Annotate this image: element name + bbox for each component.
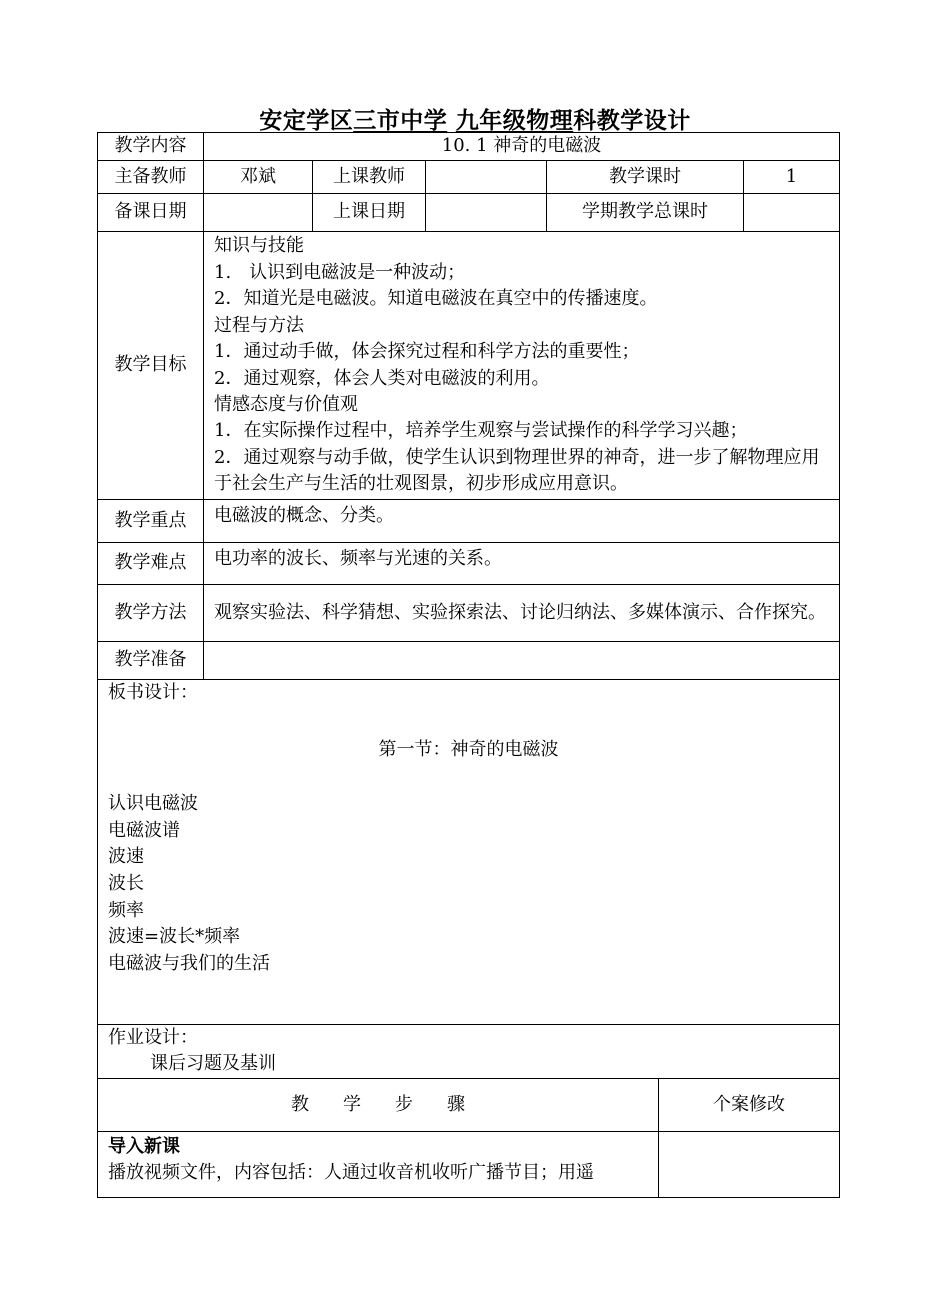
revision-cell [659, 1132, 840, 1198]
board-line: 认识电磁波 [108, 793, 198, 815]
board-line: 频率 [108, 899, 144, 921]
label-lead-teacher: 主备教师 [98, 161, 204, 194]
value-lead-teacher: 邓斌 [204, 161, 313, 194]
title-grade: 九年级物理 [455, 108, 574, 134]
value-periods: 1 [744, 161, 840, 194]
value-class-teacher [426, 161, 547, 194]
objectives-list [204, 232, 840, 500]
objective-line: 1．在实际操作过程中，培养学生观察与尝试操作的科学学习兴趣； [214, 420, 748, 442]
label-difficulties: 教学难点 [98, 543, 204, 585]
intro-cell [98, 1132, 659, 1198]
label-key-points: 教学重点 [98, 500, 204, 543]
value-methods: 观察实验法、科学猜想、实验探索法、讨论归纳法、多媒体演示、合作探究。 [204, 585, 840, 642]
title-space [447, 108, 456, 134]
value-class-date [426, 194, 547, 232]
title-suffix: 科教学设计 [573, 108, 691, 134]
board-line: 波长 [108, 872, 144, 894]
objective-line: 1. 认识到电磁波是一种波动； [214, 261, 466, 283]
objective-line: 1．通过动手做，体会探究过程和科学方法的重要性； [214, 341, 640, 363]
board-section-title: 第一节：神奇的电磁波 [378, 738, 559, 760]
value-key-points: 电磁波的概念、分类。 [204, 500, 840, 543]
objective-line: 2．知道光是电磁波。知道电磁波在真空中的传播速度。 [214, 288, 658, 310]
objective-line: 2．通过观察与动手做，使学生认识到物理世界的神奇，进一步了解物理应用于社会生产与生活的壮观图景，初步形成应用意识。 [214, 446, 820, 495]
board-line: 电磁波与我们的生活 [108, 952, 270, 974]
board-design-label: 板书设计： [108, 682, 198, 703]
label-class-date: 上课日期 [313, 194, 426, 232]
board-line: 波速 [108, 846, 144, 868]
label-preparation: 教学准备 [98, 642, 204, 680]
homework-text: 课后习题及基训 [150, 1053, 276, 1074]
label-prep-date: 备课日期 [98, 194, 204, 232]
label-class-teacher: 上课教师 [313, 161, 426, 194]
objective-line: 知识与技能 [214, 235, 304, 257]
value-difficulties: 电功率的波长、频率与光速的关系。 [204, 543, 840, 585]
teaching-steps-header: 教学步骤 [98, 1079, 659, 1132]
board-line: 电磁波谱 [108, 819, 180, 841]
homework-label: 作业设计： [108, 1027, 198, 1048]
revision-header: 个案修改 [659, 1079, 840, 1132]
document-title [0, 102, 950, 135]
title-district: 安定学区 [259, 108, 354, 134]
lesson-plan-table [97, 132, 840, 1198]
homework-cell [98, 1025, 840, 1079]
objective-line: 过程与方法 [214, 314, 304, 336]
value-preparation [204, 642, 840, 680]
label-periods: 教学课时 [547, 161, 744, 194]
board-line: 波速=波长*频率 [108, 926, 241, 948]
label-objectives: 教学目标 [98, 232, 204, 500]
value-total-periods [744, 194, 840, 232]
value-content: 10. 1 神奇的电磁波 [204, 133, 840, 161]
label-methods: 教学方法 [98, 585, 204, 642]
label-total-periods: 学期教学总课时 [547, 194, 744, 232]
intro-text: 播放视频文件，内容包括：人通过收音机收听广播节目；用遥 [108, 1162, 594, 1183]
label-content: 教学内容 [98, 133, 204, 161]
value-prep-date [204, 194, 313, 232]
board-design-cell [98, 680, 840, 1025]
objective-line: 2．通过观察，体会人类对电磁波的利用。 [214, 367, 550, 389]
title-school: 三市中学 [353, 108, 448, 134]
objective-line: 情感态度与价值观 [214, 393, 358, 415]
intro-heading: 导入新课 [108, 1136, 180, 1157]
